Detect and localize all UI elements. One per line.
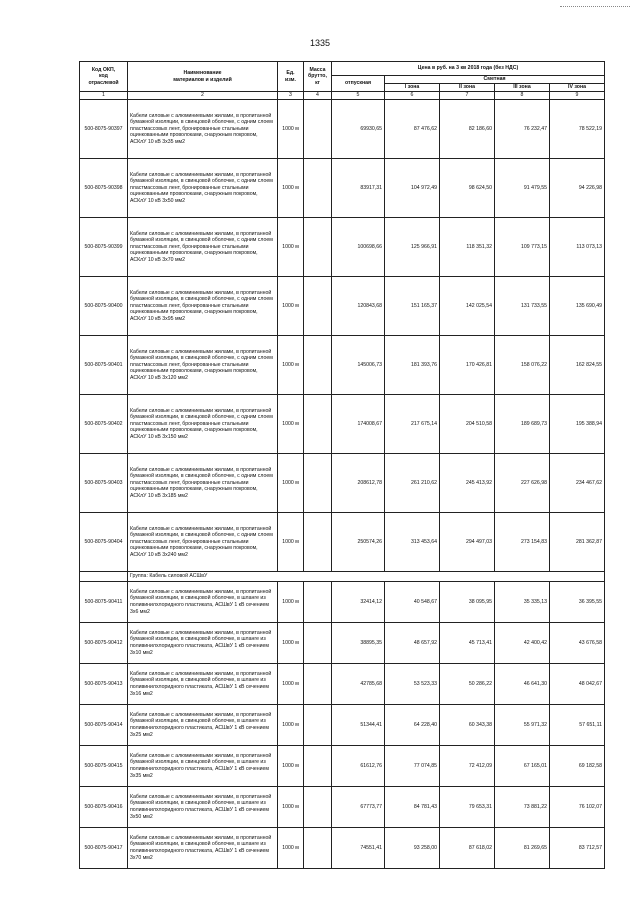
cell-zone-1-price: 64 228,40 xyxy=(385,705,440,746)
cell-release-price: 51344,41 xyxy=(332,705,385,746)
cell-zone-3-price: 42 400,42 xyxy=(495,623,550,664)
cell-code: 500-8075-90416 xyxy=(80,787,128,828)
column-number: 4 xyxy=(304,92,332,100)
cell-mass xyxy=(304,454,332,513)
cell-unit: 1000 м xyxy=(278,159,304,218)
cell-name: Кабели силовые с алюминиевыми жилами, в пропитанной бумажной изоляции, в свинцовой оболочке, в шланге из поливинилхлоридного пластиката, АСШвУ 1 кВ сечением 3х6 мм2 xyxy=(128,582,278,623)
cell-zone-4-price: 43 676,58 xyxy=(550,623,605,664)
table-row xyxy=(80,159,605,218)
cell-zone-2-price: 245 413,92 xyxy=(440,454,495,513)
cell-zone-3-price: 81 269,65 xyxy=(495,828,550,869)
cell-zone-4-price: 94 226,98 xyxy=(550,159,605,218)
cell-unit: 1000 м xyxy=(278,787,304,828)
cell-unit: 1000 м xyxy=(278,100,304,159)
cell-zone-2-price: 79 653,31 xyxy=(440,787,495,828)
cell-zone-4-price: 48 042,67 xyxy=(550,664,605,705)
cell-code: 500-8075-90413 xyxy=(80,664,128,705)
table-body-askl xyxy=(80,100,605,572)
cell-unit: 1000 м xyxy=(278,218,304,277)
cell-name: Кабели силовые с алюминиевыми жилами, в пропитанной бумажной изоляции, в свинцовой оболочке, с одним слоем пластмассовых лент, бронированные стальными оцинкованными проволоками, снаружным покровом, АСКлУ 10 кВ 3х240 мм2 xyxy=(128,513,278,572)
table-row xyxy=(80,395,605,454)
cell-code: 500-8075-90400 xyxy=(80,277,128,336)
cell-mass xyxy=(304,100,332,159)
table-row xyxy=(80,582,605,623)
cell-zone-3-price: 189 689,73 xyxy=(495,395,550,454)
cell-zone-1-price: 87 476,62 xyxy=(385,100,440,159)
table-row xyxy=(80,787,605,828)
header-estimate-price: Сметная xyxy=(385,76,605,84)
cell-zone-2-price: 204 510,58 xyxy=(440,395,495,454)
cell-release-price: 61612,76 xyxy=(332,746,385,787)
table-row xyxy=(80,100,605,159)
cell-mass xyxy=(304,218,332,277)
cell-zone-3-price: 67 165,01 xyxy=(495,746,550,787)
scan-corner-mark xyxy=(560,6,630,7)
table-row xyxy=(80,277,605,336)
cell-mass xyxy=(304,828,332,869)
cell-zone-1-price: 53 523,33 xyxy=(385,664,440,705)
table-header xyxy=(80,62,605,100)
column-number: 1 xyxy=(80,92,128,100)
cell-zone-4-price: 78 522,19 xyxy=(550,100,605,159)
table-row xyxy=(80,623,605,664)
header-release-price: отпускная xyxy=(332,76,385,92)
cell-release-price: 174008,67 xyxy=(332,395,385,454)
cell-zone-1-price: 77 074,85 xyxy=(385,746,440,787)
cell-name: Кабели силовые с алюминиевыми жилами, в пропитанной бумажной изоляции, в свинцовой оболочке, в шланге из поливинилхлоридного пластиката, АСШвУ 1 кВ сечением 3х35 мм2 xyxy=(128,746,278,787)
cell-mass xyxy=(304,336,332,395)
cell-name: Кабели силовые с алюминиевыми жилами, в пропитанной бумажной изоляции, в свинцовой оболочке, с одним слоем пластмассовых лент, бронированные стальными оцинкованными проволоками, снаружным покровом, АСКлУ 10 кВ 3х95 мм2 xyxy=(128,277,278,336)
cell-zone-4-price: 234 467,62 xyxy=(550,454,605,513)
cell-name: Кабели силовые с алюминиевыми жилами, в пропитанной бумажной изоляции, в свинцовой оболочке, в шланге из поливинилхлоридного пластиката, АСШвУ 1 кВ сечением 3х16 мм2 xyxy=(128,664,278,705)
table-row xyxy=(80,664,605,705)
cell-name: Кабели силовые с алюминиевыми жилами, в пропитанной бумажной изоляции, в свинцовой оболочке, в шланге из поливинилхлоридного пластиката, АСШвУ 1 кВ сечением 3х50 мм2 xyxy=(128,787,278,828)
table-row xyxy=(80,218,605,277)
table-row xyxy=(80,513,605,572)
cell-mass xyxy=(304,159,332,218)
cell-mass xyxy=(304,787,332,828)
cell-zone-2-price: 118 351,32 xyxy=(440,218,495,277)
cell-zone-2-price: 294 497,03 xyxy=(440,513,495,572)
cell-zone-3-price: 73 881,22 xyxy=(495,787,550,828)
cell-zone-3-price: 109 773,15 xyxy=(495,218,550,277)
cell-release-price: 42785,68 xyxy=(332,664,385,705)
cell-zone-3-price: 91 479,55 xyxy=(495,159,550,218)
cell-zone-1-price: 40 548,67 xyxy=(385,582,440,623)
cell-mass xyxy=(304,705,332,746)
cell-release-price: 67773,77 xyxy=(332,787,385,828)
cell-code: 500-8075-90404 xyxy=(80,513,128,572)
cell-release-price: 83917,31 xyxy=(332,159,385,218)
cell-zone-2-price: 87 618,02 xyxy=(440,828,495,869)
cell-zone-1-price: 48 657,92 xyxy=(385,623,440,664)
table-row xyxy=(80,746,605,787)
header-zone-2: II зона xyxy=(440,84,495,92)
cell-code: 500-8075-90415 xyxy=(80,746,128,787)
header-price-title: Цена в руб. на 3 кв 2018 года (без НДС) xyxy=(332,62,605,76)
cell-unit: 1000 м xyxy=(278,513,304,572)
cell-zone-4-price: 113 073,13 xyxy=(550,218,605,277)
cell-zone-2-price: 72 412,09 xyxy=(440,746,495,787)
cell-zone-1-price: 93 258,00 xyxy=(385,828,440,869)
cell-zone-4-price: 135 690,49 xyxy=(550,277,605,336)
cell-release-price: 38895,35 xyxy=(332,623,385,664)
cell-zone-3-price: 273 154,83 xyxy=(495,513,550,572)
cell-zone-4-price: 83 712,57 xyxy=(550,828,605,869)
cell-mass xyxy=(304,582,332,623)
cell-zone-1-price: 151 165,37 xyxy=(385,277,440,336)
header-zone-3: III зона xyxy=(495,84,550,92)
cell-zone-2-price: 38 095,95 xyxy=(440,582,495,623)
cell-release-price: 145006,73 xyxy=(332,336,385,395)
cell-code: 500-8075-90414 xyxy=(80,705,128,746)
cell-code: 500-8075-90402 xyxy=(80,395,128,454)
cell-mass xyxy=(304,395,332,454)
cell-unit: 1000 м xyxy=(278,454,304,513)
cell-mass xyxy=(304,664,332,705)
header-mass: Масса брутто, кг xyxy=(304,62,332,92)
cell-release-price: 74551,41 xyxy=(332,828,385,869)
header-zone-1: I зона xyxy=(385,84,440,92)
table-row xyxy=(80,454,605,513)
cell-mass xyxy=(304,623,332,664)
header-name: Наименование материалов и изделий xyxy=(128,62,278,92)
page-number: 1335 xyxy=(309,38,331,48)
cell-name: Кабели силовые с алюминиевыми жилами, в пропитанной бумажной изоляции, в свинцовой оболочке, в шланге из поливинилхлоридного пластиката, АСШвУ 1 кВ сечением 3х25 мм2 xyxy=(128,705,278,746)
cell-unit: 1000 м xyxy=(278,336,304,395)
cell-zone-4-price: 36 395,55 xyxy=(550,582,605,623)
cell-unit: 1000 м xyxy=(278,395,304,454)
cell-zone-3-price: 131 733,55 xyxy=(495,277,550,336)
cell-zone-2-price: 60 343,38 xyxy=(440,705,495,746)
cell-code: 500-8075-90412 xyxy=(80,623,128,664)
header-zone-4: IV зона xyxy=(550,84,605,92)
cell-zone-1-price: 84 781,43 xyxy=(385,787,440,828)
cell-name: Кабели силовые с алюминиевыми жилами, в пропитанной бумажной изоляции, в свинцовой оболочке, в шланге из поливинилхлоридного пластиката, АСШвУ 1 кВ сечением 3х10 мм2 xyxy=(128,623,278,664)
cell-zone-1-price: 181 393,76 xyxy=(385,336,440,395)
cell-unit: 1000 м xyxy=(278,277,304,336)
cell-zone-2-price: 170 426,81 xyxy=(440,336,495,395)
cell-name: Кабели силовые с алюминиевыми жилами, в пропитанной бумажной изоляции, в свинцовой оболочке, с одним слоем пластмассовых лент, бронированные стальными оцинкованными проволоками, снаружным покровом, АСКлУ 10 кВ 3х150 мм2 xyxy=(128,395,278,454)
cell-zone-2-price: 50 286,22 xyxy=(440,664,495,705)
cell-release-price: 69930,65 xyxy=(332,100,385,159)
column-number: 3 xyxy=(278,92,304,100)
cell-zone-2-price: 142 025,54 xyxy=(440,277,495,336)
cell-zone-3-price: 227 626,98 xyxy=(495,454,550,513)
cell-release-price: 208612,78 xyxy=(332,454,385,513)
price-table xyxy=(79,61,605,869)
cell-name: Кабели силовые с алюминиевыми жилами, в пропитанной бумажной изоляции, в свинцовой оболочке, с одним слоем пластмассовых лент, бронированные стальными оцинкованными проволоками, снаружным покровом, АСКлУ 10 кВ 3х120 мм2 xyxy=(128,336,278,395)
cell-unit: 1000 м xyxy=(278,705,304,746)
cell-code: 500-8075-90398 xyxy=(80,159,128,218)
column-number: 5 xyxy=(332,92,385,100)
cell-code: 500-8075-90399 xyxy=(80,218,128,277)
table-row xyxy=(80,705,605,746)
cell-release-price: 100698,66 xyxy=(332,218,385,277)
cell-code: 500-8075-90403 xyxy=(80,454,128,513)
cell-code: 500-8075-90401 xyxy=(80,336,128,395)
cell-unit: 1000 м xyxy=(278,623,304,664)
cell-zone-4-price: 69 182,58 xyxy=(550,746,605,787)
cell-unit: 1000 м xyxy=(278,746,304,787)
cell-zone-3-price: 35 335,13 xyxy=(495,582,550,623)
cell-mass xyxy=(304,746,332,787)
cell-release-price: 32414,12 xyxy=(332,582,385,623)
cell-zone-2-price: 82 186,60 xyxy=(440,100,495,159)
column-number-row xyxy=(80,92,605,100)
cell-mass xyxy=(304,277,332,336)
cell-name: Кабели силовые с алюминиевыми жилами, в пропитанной бумажной изоляции, в свинцовой оболочке, с одним слоем пластмассовых лент, бронированные стальными оцинкованными проволоками, снаружным покровом, АСКлУ 10 кВ 3х185 мм2 xyxy=(128,454,278,513)
cell-zone-3-price: 158 076,22 xyxy=(495,336,550,395)
cell-zone-1-price: 313 453,64 xyxy=(385,513,440,572)
group-label: Группа: Кабель силовой АСШвУ xyxy=(128,572,605,582)
cell-zone-4-price: 162 824,55 xyxy=(550,336,605,395)
cell-zone-3-price: 55 971,32 xyxy=(495,705,550,746)
cell-zone-1-price: 217 675,14 xyxy=(385,395,440,454)
cell-unit: 1000 м xyxy=(278,582,304,623)
cell-zone-2-price: 98 624,50 xyxy=(440,159,495,218)
header-unit: Ед. изм. xyxy=(278,62,304,92)
table-row xyxy=(80,828,605,869)
header-code: Код ОКП, код отраслевой xyxy=(80,62,128,92)
cell-code: 500-8075-90411 xyxy=(80,582,128,623)
cell-name: Кабели силовые с алюминиевыми жилами, в пропитанной бумажной изоляции, в свинцовой оболочке, с одним слоем пластмассовых лент, бронированные стальными оцинкованными проволоками, снаружным покровом, АСКлУ 10 кВ 3х50 мм2 xyxy=(128,159,278,218)
column-number: 8 xyxy=(495,92,550,100)
cell-release-price: 120843,68 xyxy=(332,277,385,336)
column-number: 6 xyxy=(385,92,440,100)
cell-code: 500-8075-90397 xyxy=(80,100,128,159)
cell-zone-1-price: 125 966,91 xyxy=(385,218,440,277)
table-body-asshvu xyxy=(80,582,605,869)
cell-unit: 1000 м xyxy=(278,828,304,869)
column-number: 2 xyxy=(128,92,278,100)
column-number: 7 xyxy=(440,92,495,100)
cell-zone-4-price: 76 102,07 xyxy=(550,787,605,828)
cell-zone-3-price: 76 232,47 xyxy=(495,100,550,159)
cell-zone-1-price: 261 210,62 xyxy=(385,454,440,513)
cell-code: 500-8075-90417 xyxy=(80,828,128,869)
cell-name: Кабели силовые с алюминиевыми жилами, в пропитанной бумажной изоляции, в свинцовой оболочке, в шланге из поливинилхлоридного пластиката, АСШвУ 1 кВ сечением 3х70 мм2 xyxy=(128,828,278,869)
cell-zone-4-price: 57 651,11 xyxy=(550,705,605,746)
table-row xyxy=(80,336,605,395)
cell-unit: 1000 м xyxy=(278,664,304,705)
cell-zone-2-price: 45 713,41 xyxy=(440,623,495,664)
cell-release-price: 250574,26 xyxy=(332,513,385,572)
group-section xyxy=(80,572,605,582)
column-number: 9 xyxy=(550,92,605,100)
cell-mass xyxy=(304,513,332,572)
cell-name: Кабели силовые с алюминиевыми жилами, в пропитанной бумажной изоляции, в свинцовой оболочке, с одним слоем пластмассовых лент, бронированные стальными оцинкованными проволоками, снаружным покровом, АСКлУ 10 кВ 3х35 мм2 xyxy=(128,100,278,159)
cell-zone-3-price: 46 641,30 xyxy=(495,664,550,705)
cell-zone-4-price: 195 388,94 xyxy=(550,395,605,454)
cell-zone-1-price: 104 972,49 xyxy=(385,159,440,218)
cell-zone-4-price: 281 362,87 xyxy=(550,513,605,572)
cell-name: Кабели силовые с алюминиевыми жилами, в пропитанной бумажной изоляции, в свинцовой оболочке, с одним слоем пластмассовых лент, бронированные стальными оцинкованными проволоками, снаружным покровом, АСКлУ 10 кВ 3х70 мм2 xyxy=(128,218,278,277)
